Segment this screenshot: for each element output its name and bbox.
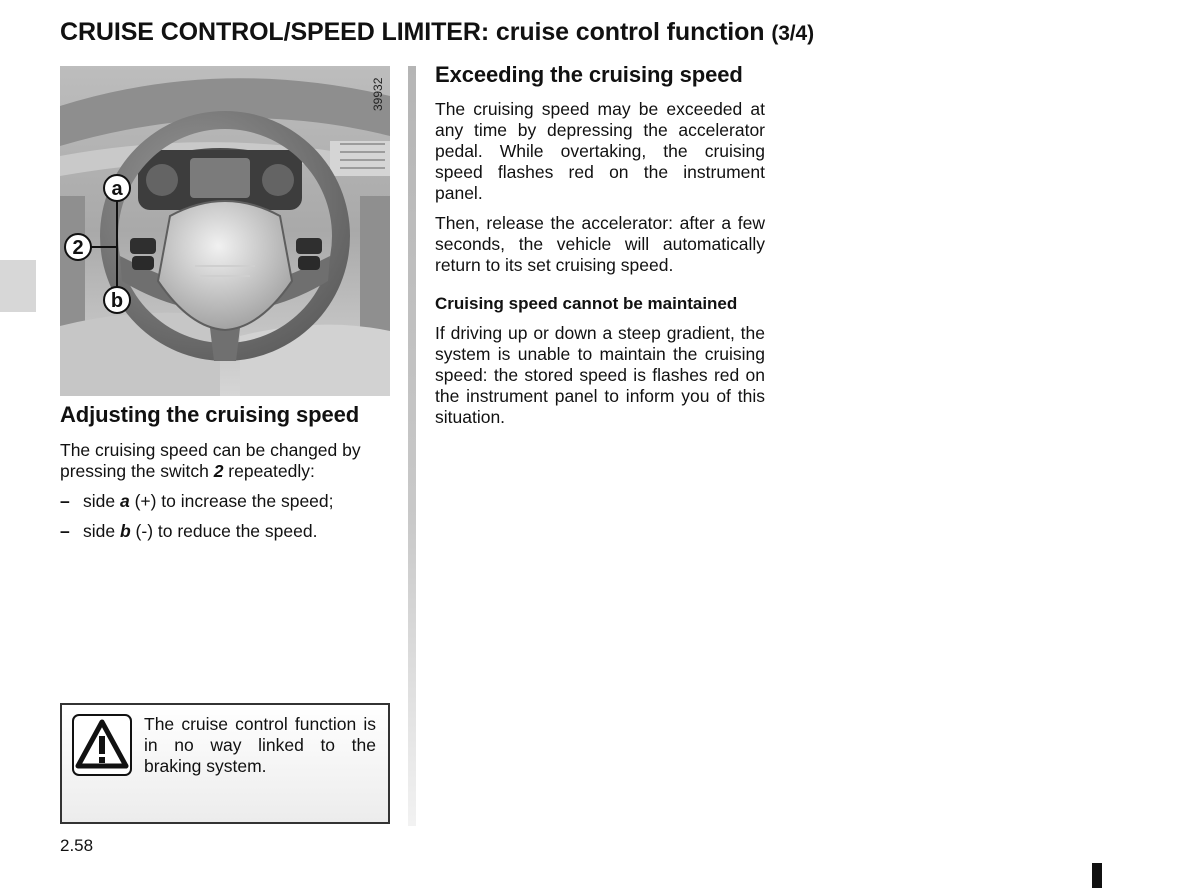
exceeding-section [435, 62, 765, 428]
list-item-decrease [60, 521, 392, 542]
switch-reference: 2 [213, 461, 224, 481]
callout-b: b [110, 290, 124, 312]
callout-a: a [111, 178, 123, 200]
callout-2: 2 [72, 237, 84, 259]
side-key-b: b [119, 521, 131, 541]
column-divider [408, 66, 416, 826]
steering-wheel-drawing [60, 66, 390, 396]
list-dash: – [60, 521, 70, 541]
list-item-text-before: side [83, 521, 120, 541]
figure-number: 39932 [371, 77, 385, 111]
page-number: 2.58 [60, 836, 94, 855]
warning-triangle-icon [72, 714, 132, 776]
steering-wheel-illustration [60, 66, 390, 396]
adjusting-intro-before: The cruising speed can be changed by pressing the switch [60, 440, 361, 481]
cannot-maintain-subheading: Cruising speed cannot be maintained [435, 294, 738, 313]
page-title [60, 18, 814, 47]
page-part-indicator: (3/4) [771, 22, 815, 45]
adjusting-heading: Adjusting the cruising speed [60, 402, 360, 427]
list-item-text-before: side [83, 491, 120, 511]
cannot-maintain-paragraph: If driving up or down a steep gradient, the system is unable to maintain the cruising speed: the stored speed is flashes red on the instrument panel to inform you of this situation. [435, 323, 765, 427]
list-item-text-after: (+) to increase the speed; [129, 491, 334, 511]
exceeding-paragraph-2: Then, release the accelerator: after a few seconds, the vehicle will automatically return to its set cruising speed. [435, 213, 765, 275]
warning-text: The cruise control function is in no way linked to the braking system. [144, 714, 376, 776]
exceeding-heading: Exceeding the cruising speed [435, 62, 743, 87]
page-title-text: CRUISE CONTROL/SPEED LIMITER: cruise control function [60, 18, 765, 46]
adjusting-intro-after: repeatedly: [223, 461, 315, 481]
list-item-text-after: (-) to reduce the speed. [130, 521, 318, 541]
list-item-increase [60, 491, 392, 512]
chapter-tab [0, 260, 36, 312]
adjusting-section [60, 402, 392, 542]
adjusting-intro [60, 440, 392, 482]
list-dash: – [60, 491, 70, 511]
page-edge-marker [1092, 863, 1102, 888]
exceeding-paragraph-1: The cruising speed may be exceeded at any time by depressing the accelerator pedal. While overtaking, the cruising speed flashes red on the instrument panel. [435, 99, 765, 203]
warning-box [60, 703, 390, 824]
side-key-a: a [119, 491, 130, 511]
